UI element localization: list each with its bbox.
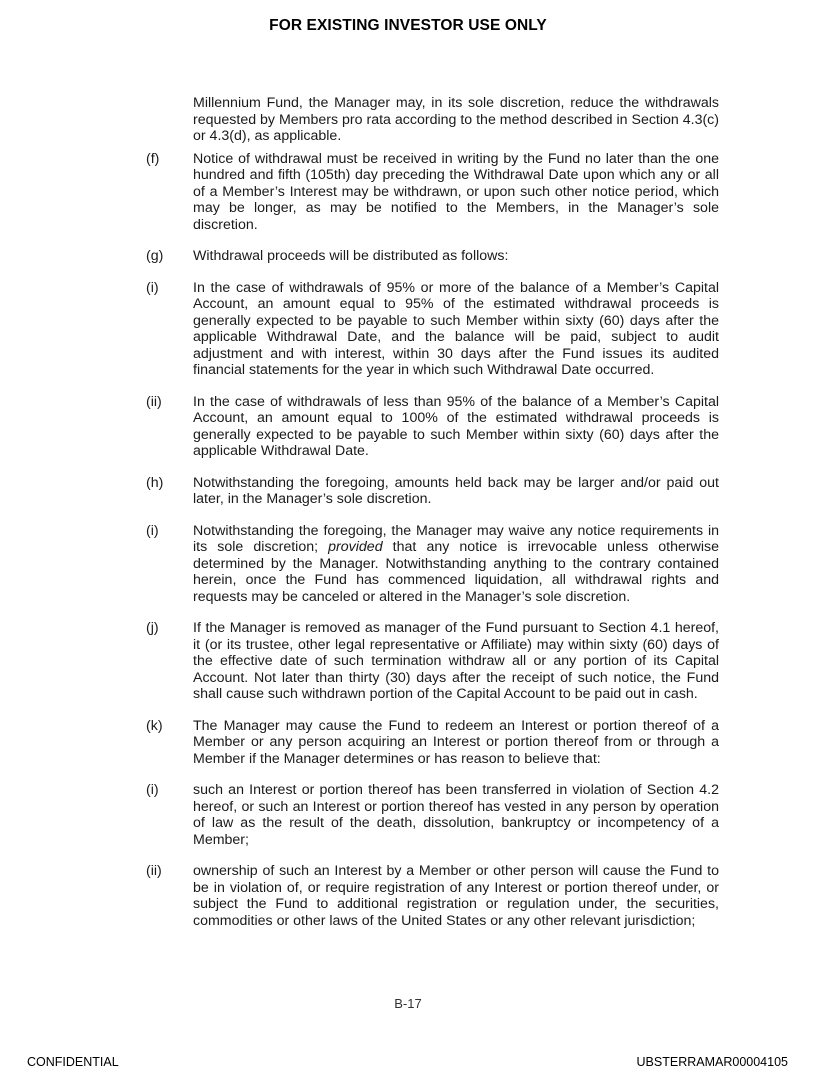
paragraph-g-i <box>146 280 719 379</box>
paragraph-text: such an Interest or portion thereof has been transferred in violation of Section 4.2 hereof, or such an Interest or portion thereof has vested in any person by operation of law as the result of the death, dissolution, bankruptcy or incompetency of a Member; <box>193 782 719 848</box>
paragraph-label: (ii) <box>146 863 162 879</box>
paragraph-label: (k) <box>146 717 163 734</box>
paragraph-text <box>193 523 719 606</box>
paragraph-h <box>146 475 719 508</box>
paragraph-g <box>146 248 719 265</box>
paragraph-text: If the Manager is removed as manager of the Fund pursuant to Section 4.1 hereof, it (or its trustee, other legal representative or Affiliate) may within sixty (60) days of the effective date of such termination withdraw all or any portion of its Capital Account. Not later than thirty (30) days after the receipt of such notice, the Fund shall cause such withdrawn portion of the Capital Account to be paid out in cash. <box>193 620 719 702</box>
paragraph-k-ii <box>146 863 719 929</box>
paragraph-k <box>146 718 719 768</box>
paragraph-text: In the case of withdrawals of 95% or more of the balance of a Member’s Capital Account, an amount equal to 95% of the estimated withdrawal proceeds is generally expected to be payable to such Member within sixty (60) days after the applicable Withdrawal Date, and the balance will be paid, subject to audit adjustment and with interest, within 30 days after the Fund issues its audited financial statements for the year in which such Withdrawal Date occurred. <box>193 279 719 378</box>
paragraph-text: Withdrawal proceeds will be distributed as follows: <box>193 248 509 264</box>
paragraph-g-ii <box>146 394 719 460</box>
confidential-label: CONFIDENTIAL <box>27 1055 119 1069</box>
text-segment: Notwithstanding the foregoing, the Manager may waive any notice requirements in its sole discretion; <box>193 522 719 555</box>
page-number: B-17 <box>394 996 422 1011</box>
paragraph-label: (g) <box>146 248 164 264</box>
paragraph-label: (ii) <box>146 393 162 410</box>
page-header: FOR EXISTING INVESTOR USE ONLY <box>269 17 547 34</box>
text-segment: that any notice is irrevocable unless otherwise determined by the Manager. Notwithstanding anything to the contrary contained herein, once the Fund has commenced liquidation, all withdrawal rights and requests may be canceled or altered in the Manager’s sole discretion. <box>193 539 720 605</box>
paragraph-label: (f) <box>146 150 160 167</box>
document-body <box>146 95 719 944</box>
paragraph-label: (j) <box>146 620 159 636</box>
paragraph-text: In the case of withdrawals of less than 95% of the balance of a Member’s Capital Account, an amount equal to 100% of the estimated withdrawal proceeds is generally expected to be payable to such Member within sixty (60) days after the applicable Withdrawal Date. <box>193 393 719 459</box>
paragraph-text: ownership of such an Interest by a Member or other person will cause the Fund to be in violation of, or require registration of any Interest or portion thereof under, or subject the Fund to additional registration or regulation under, the securities, commodities or other laws of the United States or any other relevant jurisdiction; <box>193 863 719 929</box>
paragraph-text: Notice of withdrawal must be received in writing by the Fund no later than the one hundred and fifth (105th) day preceding the Withdrawal Date upon which any or all of a Member’s Interest may be withdrawn, or upon such other notice period, which may be longer, as may be notified to the Members, in the Manager’s sole discretion. <box>193 150 719 233</box>
paragraph-label: (h) <box>146 474 164 491</box>
paragraph-text: Millennium Fund, the Manager may, in its sole discretion, reduce the withdrawals requested by Members pro rata according to the method described in Section 4.3(c) or 4.3(d), as applicable. <box>193 95 720 144</box>
paragraph-f <box>146 151 719 234</box>
paragraph-j <box>146 620 719 703</box>
paragraph-label: (i) <box>146 522 159 539</box>
emphasis-text: provided <box>328 539 383 555</box>
bates-number: UBSTERRAMAR00004105 <box>636 1055 788 1069</box>
paragraph-label: (i) <box>146 279 159 296</box>
paragraph-i <box>146 523 719 606</box>
paragraph-k-i <box>146 782 719 848</box>
paragraph-continuation <box>146 95 719 145</box>
paragraph-text: The Manager may cause the Fund to redeem an Interest or portion thereof of a Member or any person acquiring an Interest or portion thereof from or through a Member if the Manager determines or has reason to believe that: <box>193 717 719 767</box>
paragraph-text: Notwithstanding the foregoing, amounts held back may be larger and/or paid out later, in the Manager’s sole discretion. <box>193 474 719 507</box>
paragraph-label: (i) <box>146 782 159 798</box>
